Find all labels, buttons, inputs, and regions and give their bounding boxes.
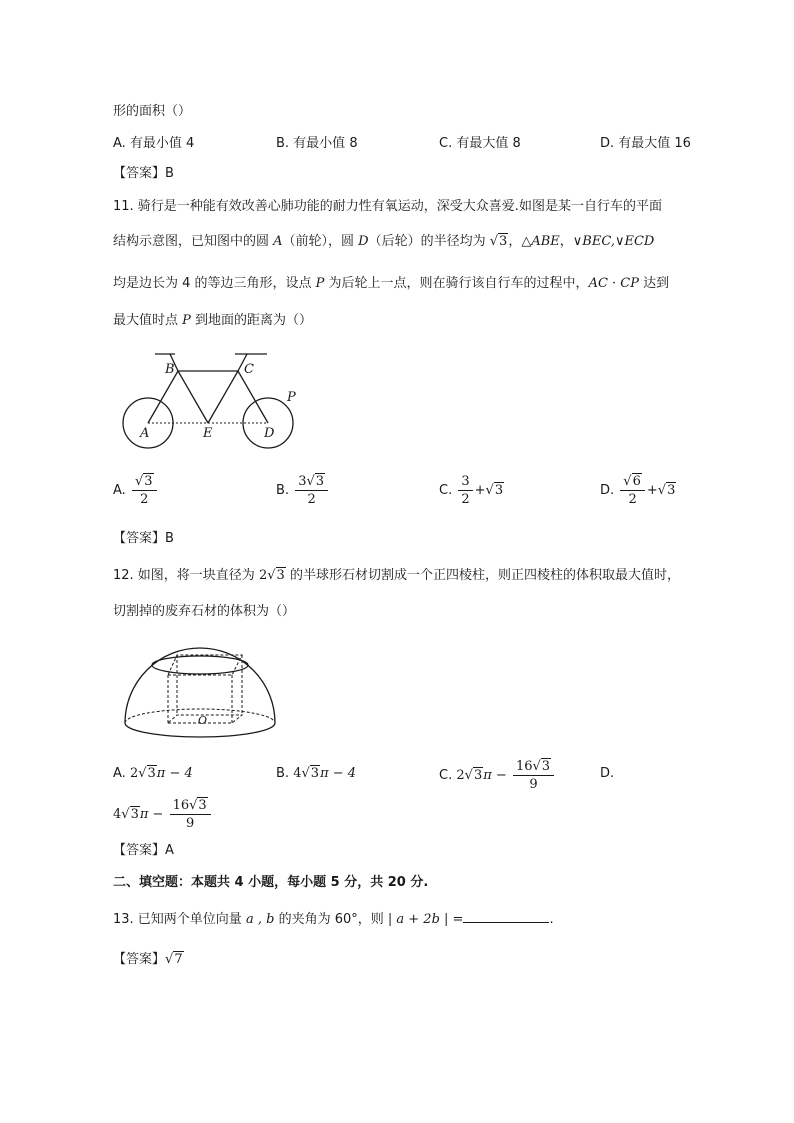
label-E: E	[203, 426, 213, 441]
q11-line3: 均是边长为 4 的等边三角形，设点 P 为后轮上一点，则在骑行该自行车的过程中，AC · CP 达到	[113, 276, 670, 291]
answer-tag: 【答案】	[113, 166, 166, 181]
q12-option-d-label: D.	[600, 766, 615, 781]
q10-option-a: A. 有最小值 4	[113, 136, 195, 151]
q11-option-d: D. $\frac{√6}{2}$ +√3	[600, 474, 676, 507]
answer-value: B	[165, 166, 174, 181]
q11-line2: 结构示意图，已知图中的圆 A（前轮），圆 D（后轮）的半径均为 √3，△ABE，∨BEC,∨ECD	[113, 234, 655, 249]
q12-line2: 切割掉的废弃石材的体积为（）	[113, 604, 296, 619]
q13-line: 13. 已知两个单位向量 a , b 的夹角为 60°，则 | a + 2b | = .	[113, 912, 554, 927]
q11-line1: 11. 骑行是一种能有效改善心肺功能的耐力性有氧运动，深受大众喜爱.如图是某一自行车的平面	[113, 199, 662, 214]
q12-option-c: C. 2√3π − $\frac{16√3}{9}$	[439, 758, 556, 793]
hemisphere-figure	[120, 635, 280, 740]
q12-option-a: A. 2√3π − 4	[113, 766, 193, 781]
q10-option-d: D. 有最大值 16	[600, 136, 691, 151]
q13-answer: 【答案】√7	[113, 952, 183, 967]
q11-option-b: B. $\frac{3√3}{2}$	[276, 473, 330, 508]
q13-blank	[463, 910, 549, 923]
label-C: C	[244, 362, 254, 377]
label-A: A	[140, 426, 150, 441]
q10-option-c: C. 有最大值 8	[439, 136, 521, 151]
q12-option-b: B. 4√3π − 4	[276, 766, 357, 781]
q10-answer	[113, 165, 174, 183]
q11-option-a: A. $\frac{√3}{2}$	[113, 473, 159, 508]
section2-title: 二、填空题：本题共 4 小题，每小题 5 分，共 20 分.	[113, 875, 429, 890]
bicycle-figure	[115, 345, 305, 455]
q11-option-c: C. $\frac{3}{2}$ +√3	[439, 474, 504, 507]
label-O: O	[198, 714, 208, 727]
q11-line4: 最大值时点 P 到地面的距离为（）	[113, 313, 313, 328]
label-B: B	[165, 362, 175, 377]
q11-answer: 【答案】B	[113, 531, 174, 546]
q12-line1: 12. 如图，将一块直径为 2√3 的半球形石材切割成一个正四棱柱，则正四棱柱的体积取最大值时，	[113, 568, 680, 583]
label-D: D	[264, 426, 275, 441]
q10-option-b: B. 有最小值 8	[276, 136, 358, 151]
q10-tail: 形的面积（）	[113, 104, 192, 119]
q12-option-d: 4√3π − $\frac{16√3}{9}$	[113, 797, 213, 832]
q12-answer: 【答案】A	[113, 843, 174, 858]
label-P: P	[287, 390, 296, 405]
